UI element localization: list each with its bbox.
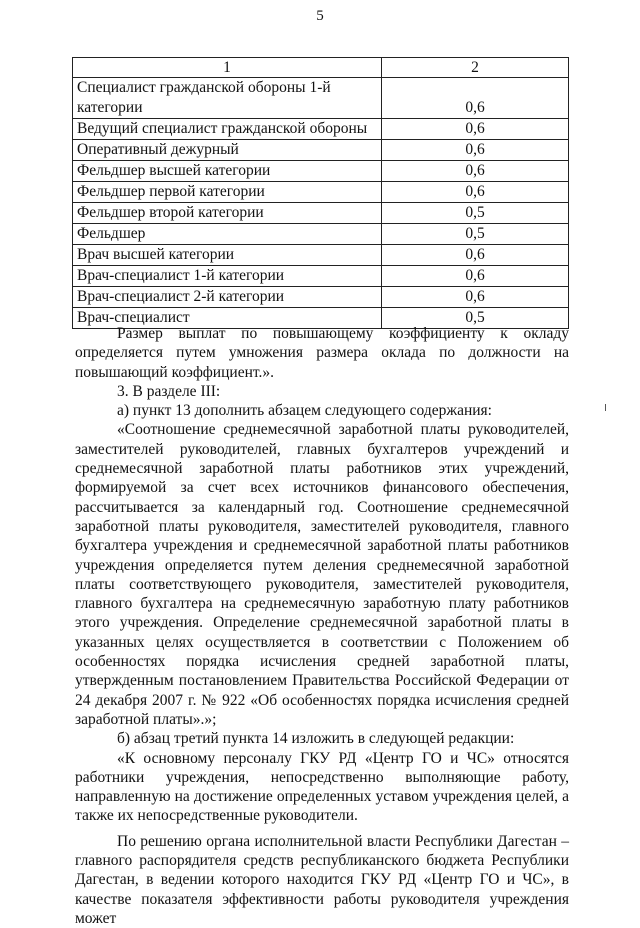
- position-cell: Врач-специалист 2-й категории: [73, 287, 382, 308]
- position-cell: Врач-специалист 1-й категории: [73, 266, 382, 287]
- table-row: [73, 119, 569, 140]
- position-cell: Фельдшер первой категории: [73, 182, 382, 203]
- table-header-coefficient: 2: [382, 58, 569, 78]
- table-header-row: [73, 58, 569, 78]
- coefficient-cell: 0,6: [382, 245, 569, 266]
- paragraph-decision: По решению органа исполнительной власти Республики Дагестан – главного распорядителя средств республиканского бюджета Республики Дагестан, в ведении которого находится ГКУ РД «Центр ГО и ЧС», в качестве показателя эффективности работы руководителя учреждения может: [75, 832, 569, 927]
- position-cell: Ведущий специалист гражданской обороны: [73, 119, 382, 140]
- coefficient-cell: 0,5: [382, 224, 569, 245]
- paragraph-salary-ratio: «Соотношение среднемесячной заработной платы руководителей, заместителей руководителей, главных бухгалтеров учреждений и среднемесячной заработной платы работников этих учреждений, формируемой за счет всех источников финансового обеспечения, рассчитывается за календарный год. Соотношение среднемесячной заработной платы руководителя, заместителей руководителя, главного бухгалтера учреждения и среднемесячной заработной платы работников учреждения определяется путем деления среднемесячной заработной платы соответствующего руководителя, заместителей руководителя, главного бухгалтера на среднемесячную заработную плату работников этого учреждения. Определение среднемесячной заработной платы в указанных целях осуществляется в соответствии с Положением об особенностях порядка исчисления средней заработной платы, утвержденным постановлением Правительства Российской Федерации от 24 декабря 2007 г. № 922 «Об особенностях порядка исчисления средней заработной платы».»;: [75, 421, 569, 728]
- document-body: [75, 324, 569, 928]
- paragraph-section-three: 3. В разделе III:: [117, 382, 221, 400]
- table-row: [73, 78, 569, 119]
- table-row: [73, 245, 569, 266]
- position-cell: Оперативный дежурный: [73, 140, 382, 161]
- coefficient-cell: 0,6: [382, 266, 569, 287]
- paragraph-payment-size: Размер выплат по повышающему коэффициенту к окладу определяется путем умножения размера оклада по должности на повышающий коэффициент.».: [75, 325, 569, 381]
- table-row: [73, 224, 569, 245]
- coefficient-table: [72, 57, 569, 329]
- paragraph-main-staff: «К основному персоналу ГКУ РД «Центр ГО и ЧС» относятся работники учреждения, непосредственно выполняющие работу, направленную на достижение определенных уставом учреждения целей, а также их непосредственные руководители.: [75, 749, 569, 825]
- coefficient-cell: 0,6: [382, 182, 569, 203]
- table-row: [73, 203, 569, 224]
- paragraph-item-a: а) пункт 13 дополнить абзацем следующего содержания:: [117, 402, 492, 420]
- table-row: [73, 266, 569, 287]
- coefficient-cell: 0,5: [382, 203, 569, 224]
- coefficient-cell: 0,6: [382, 78, 569, 119]
- position-cell: Врач-специалист: [73, 308, 382, 329]
- table-row: [73, 287, 569, 308]
- coefficient-cell: 0,6: [382, 287, 569, 308]
- position-cell: Фельдшер высшей категории: [73, 161, 382, 182]
- table-row: [73, 161, 569, 182]
- coefficient-cell: 0,5: [382, 308, 569, 329]
- coefficient-cell: 0,6: [382, 161, 569, 182]
- scan-mark: [605, 404, 606, 411]
- position-cell: Специалист гражданской обороны 1-й категории: [73, 78, 382, 119]
- position-cell: Фельдшер: [73, 224, 382, 245]
- coefficient-cell: 0,6: [382, 140, 569, 161]
- position-cell: Врач высшей категории: [73, 245, 382, 266]
- position-cell: Фельдшер второй категории: [73, 203, 382, 224]
- table-header-position: 1: [73, 58, 382, 78]
- table-row: [73, 140, 569, 161]
- paragraph-item-b: б) абзац третий пункта 14 изложить в следующей редакции:: [117, 730, 515, 748]
- coefficient-cell: 0,6: [382, 119, 569, 140]
- page-number: 5: [316, 8, 324, 24]
- table-row: [73, 182, 569, 203]
